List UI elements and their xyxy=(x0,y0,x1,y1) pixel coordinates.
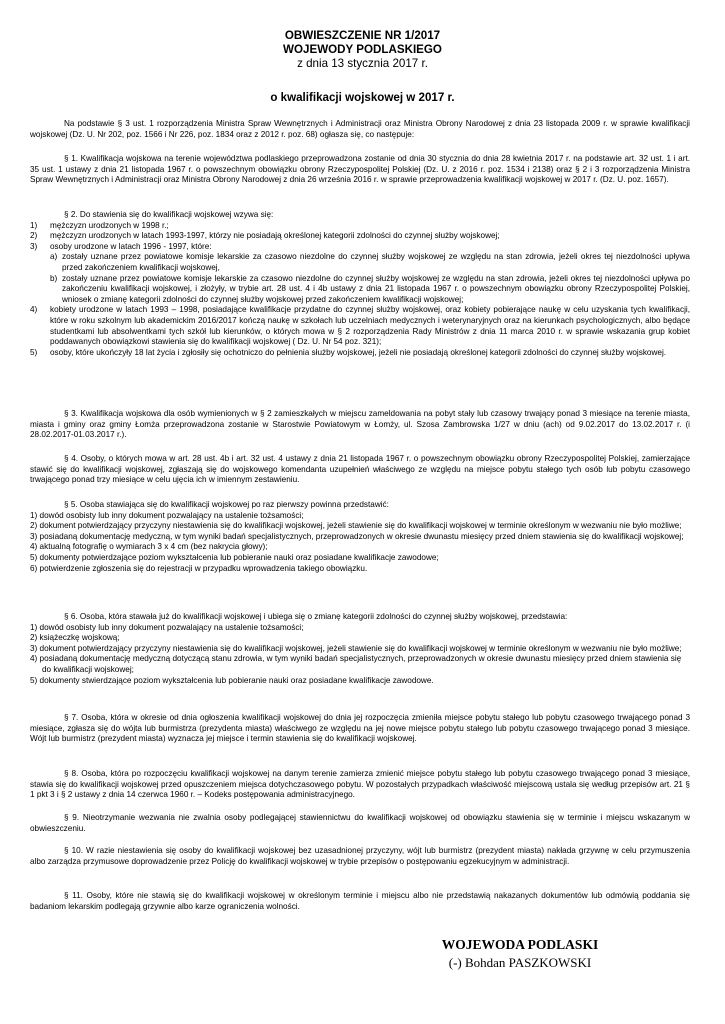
list-item: 3) dokument potwierdzający przyczyny niestawienia się do kwalifikacji wojskowej, jeżeli stawienie się do kwalifikacji wojskowej w terminie określonym w wezwaniu nie było możliwe; xyxy=(30,643,682,653)
section-5-lead: § 5. Osoba stawiająca się do kwalifikacji wojskowej po raz pierwszy powinna przedstawić: xyxy=(64,500,389,509)
list-item: 1) dowód osobisty lub inny dokument pozwalający na ustalenie tożsamości; xyxy=(30,510,304,520)
section-2 xyxy=(30,210,690,358)
section-9 xyxy=(30,813,690,834)
intro-paragraph xyxy=(30,119,690,140)
signatory-name: (-) Bohdan PASZKOWSKI xyxy=(448,955,592,970)
section-7-text: § 7. Osoba, która w okresie od dnia ogłoszenia kwalifikacji wojskowej do dnia jej rozpoczęcia zmieniła miejsce pobytu stałego lub pobytu czasowego trwającego ponad 3 miesiące, zgłasza się do wójta lub burmistrza (prezydenta miasta) właściwego ze względu na jej nowe miejsce pobytu stałego lub pobytu czasowego trwającego ponad 3 miesiące. Wójt lub burmistrz (prezydent miasta) wyznacza jej miejsce i termin stawienia się do kwalifikacji wojskowej. xyxy=(30,713,690,744)
list-item: 2) dokument potwierdzający przyczyny niestawienia się do kwalifikacji wojskowej, jeżeli stawienie się do kwalifikacji wojskowej w terminie określonym w wezwaniu nie było możliwe; xyxy=(30,521,682,531)
section-2-lead: § 2. Do stawienia się do kwalifikacji wojskowej wzywa się: xyxy=(64,210,274,219)
section-1-text: § 1. Kwalifikacja wojskowa na terenie województwa podlaskiego przeprowadzona zostanie od dnia 30 stycznia do dnia 28 kwietnia 2017 r. na podstawie art. 32 ust. 1 i art. 35 ust. 1 ustawy z dnia 21 listopada 1967 r. o powszechnym obowiązku obrony Rzeczypospolitej Polskiej (Dz. U. z 2016 r. poz. 1534 i 2138) oraz § 2 i 3 rozporządzenia Ministra Spraw Wewnętrznych i Administracji oraz Ministra Obrony Narodowej z dnia 26 września 2016 r. w sprawie przeprowadzenia kwalifikacji wojskowej w 2017 r. (Dz. U. poz. 1657). xyxy=(30,154,690,185)
intro-text: Na podstawie § 3 ust. 1 rozporządzenia Ministra Spraw Wewnętrznych i Administracji oraz Ministra Obrony Narodowej z dnia 23 listopada 2009 r. w sprawie kwalifikacji wojskowej (Dz. U. Nr 202, poz. 1566 i Nr 226, poz. 1834 oraz z 2012 r. poz. 68) ogłasza się, co następuje: xyxy=(30,119,690,139)
list-item: 4) posiadaną dokumentację medyczną dotyczącą stanu zdrowia, w tym wyniki badań specjalistycznych, przeprowadzonych w okresie dwunastu miesięcy przed dniem stawienia się do kwalifikacji wojskowej; xyxy=(30,654,682,674)
section-9-text: § 9. Nieotrzymanie wezwania nie zwalnia osoby podlegającej stawiennictwu do kwalifikacji wojskowej od obowiązku stawienia się w terminie i miejscu wskazanym w obwieszczeniu. xyxy=(30,813,690,833)
issuer-title: WOJEWODY PODLASKIEGO xyxy=(283,43,442,56)
list-item: 2) mężczyzn urodzonych w latach 1993-1997, którzy nie posiadają określonej kategorii zdolności do czynnej służby wojskowej; xyxy=(30,231,500,241)
section-4 xyxy=(30,454,690,486)
list-subitem: b) zostały uznane przez powiatowe komisje lekarskie za czasowo niezdolne do czynnej służby wojskowej ze względu na stan zdrowia, jeżeli okres tej niezdolności upływa po zakończeniu kwalifikacji wojskowej, i złożyły, w trybie art. 28 ust. 4 i 4b ustawy z dnia 21 listopada 1967 r. o powszechnym obowiązku obrony Rzeczypospolitej Polskiej, wniosek o zmianę kategorii zdolności do czynnej służby wojskowej przed zakończeniem kwalifikacji wojskowej; xyxy=(50,273,690,304)
document-subject: o kwalifikacji wojskowej w 2017 r. xyxy=(270,91,455,104)
signatory-title: WOJEWODA PODLASKI xyxy=(441,937,599,952)
section-11 xyxy=(30,891,690,912)
list-item: 1) dowód osobisty lub inny dokument pozwalający na ustalenie tożsamości; xyxy=(30,622,304,632)
list-item: 4) kobiety urodzone w latach 1993 – 1998, posiadające kwalifikacje przydatne do czynnej służby wojskowej, oraz kobiety pobierające naukę w celu uzyskania tych kwalifikacji, które w roku szkolnym lub akademickim 2016/2017 kończą naukę w szkołach lub uczelniach medycznych i weterynaryjnych oraz na kierunkach psychologicznych, albo będące studentkami lub absolwentkami tych szkół lub kierunków, o których mowa w § 2 rozporządzenia Rady Ministrów z dnia 11 marca 2010 r. w sprawie wskazania grup kobiet poddawanych obowiązkowi stawienia się do kwalifikacji wojskowej ( Dz. U. Nr 54 poz. 321); xyxy=(30,305,690,347)
list-item: 4) aktualną fotografię o wymiarach 3 x 4 cm (bez nakrycia głowy); xyxy=(30,542,268,552)
list-item: 3) osoby urodzone w latach 1996 - 1997, które: xyxy=(30,241,212,251)
list-item: 2) książeczkę wojskową; xyxy=(30,633,120,643)
list-subitem: a) zostały uznane przez powiatowe komisje lekarskie za czasowo niezdolne do czynnej służby wojskowej ze względu na stan zdrowia, jeżeli okres tej niezdolności upływa przed zakończeniem kwalifikacji wojskowej, xyxy=(50,252,690,272)
list-item: 6) potwierdzenie zgłoszenia się do rejestracji w przypadku wprowadzenia takiego obowiązku. xyxy=(30,563,368,573)
section-6 xyxy=(30,612,690,686)
section-4-text: § 4. Osoby, o których mowa w art. 28 ust. 4b i art. 32 ust. 4 ustawy z dnia 21 listopada 1967 r. o powszechnym obowiązku obrony Rzeczypospolitej Polskiej, zamierzające stawić się do kwalifikacji wojskowej, zgłaszają się do wojskowego komendanta uzupełnień właściwego ze względu na miejsce pobytu stałego tych osób lub pobytu czasowego trwającego ponad trzy miesiące w celu ujęcia ich w imiennym zestawieniu. xyxy=(30,454,690,485)
section-6-lead: § 6. Osoba, która stawała już do kwalifikacji wojskowej i ubiega się o zmianę kategorii zdolności do czynnej służby wojskowej, przedstawia: xyxy=(64,612,568,621)
section-5 xyxy=(30,500,690,574)
section-10 xyxy=(30,846,690,867)
list-item: 5) dokumenty stwierdzające poziom wykształcenia lub pobieranie nauki oraz posiadane kwalifikacje zawodowe. xyxy=(30,675,434,685)
list-item: 5) osoby, które ukończyły 18 lat życia i zgłosiły się ochotniczo do pełnienia służby wojskowej, jeżeli nie posiadają określonej kategorii zdolności do czynnej służby wojskowej. xyxy=(30,347,667,357)
list-item: 3) posiadaną dokumentację medyczną, w tym wyniki badań specjalistycznych, przeprowadzonych w okresie dwunastu miesięcy przed dniem stawienia się do kwalifikacji wojskowej; xyxy=(30,531,684,541)
section-3 xyxy=(30,409,690,441)
section-3-text: § 3. Kwalifikacja wojskowa dla osób wymienionych w § 2 zamieszkałych w miejscu zameldowania na pobyt stały lub czasowy trwający ponad 3 miesiące na terenie miasta, miasta i gminy oraz gminy Łomża przeprowadzona zostanie w Starostwie Powiatowym w Łomży, ul. Szosa Zambrowska 1/27 w dniu (ach) od 9.02.2017 do 13.02.2017 r. (i 28.02.2017-01.03.2017 r.). xyxy=(30,409,690,440)
list-item: 5) dokumenty potwierdzające poziom wykształcenia lub pobieranie nauki oraz posiadane kwalifikacje zawodowe; xyxy=(30,552,439,562)
section-10-text: § 10. W razie niestawienia się osoby do kwalifikacji wojskowej bez uzasadnionej przyczyny, wójt lub burmistrz (prezydent miasta) nakłada grzywnę w celu przymuszenia albo zarządza przymusowe doprowadzenie przez Policję do kwalifikacji wojskowej w trybie przepisów o postępowaniu egzekucyjnym w administracji. xyxy=(30,846,690,866)
section-11-text: § 11. Osoby, które nie stawią się do kwalifikacji wojskowej w określonym terminie i miejscu albo nie przedstawią nakazanych dokumentów lub odmówią poddania się badaniom lekarskim podlegają grzywnie albo karze ograniczenia wolności. xyxy=(30,891,690,911)
section-8 xyxy=(30,769,690,801)
section-1 xyxy=(30,154,690,186)
list-item: 1) mężczyzn urodzonych w 1998 r.; xyxy=(30,220,169,230)
document-date: z dnia 13 stycznia 2017 r. xyxy=(297,57,428,70)
section-7 xyxy=(30,713,690,745)
document-title: OBWIESZCZENIE NR 1/2017 xyxy=(284,29,441,42)
section-8-text: § 8. Osoba, która po rozpoczęciu kwalifikacji wojskowej na danym terenie zamierza zmienić miejsce pobytu stałego lub pobytu czasowego trwającego ponad 3 miesiące, stawia się do kwalifikacji wojskowej przed opuszczeniem miejsca dotychczasowego pobytu. W pozostałych przypadkach właściwość miejscową ustala się według przepisów art. 21 § 1 pkt 3 i § 2 ustawy z dnia 14 czerwca 1960 r. – Kodeks postępowania administracyjnego. xyxy=(30,769,690,800)
